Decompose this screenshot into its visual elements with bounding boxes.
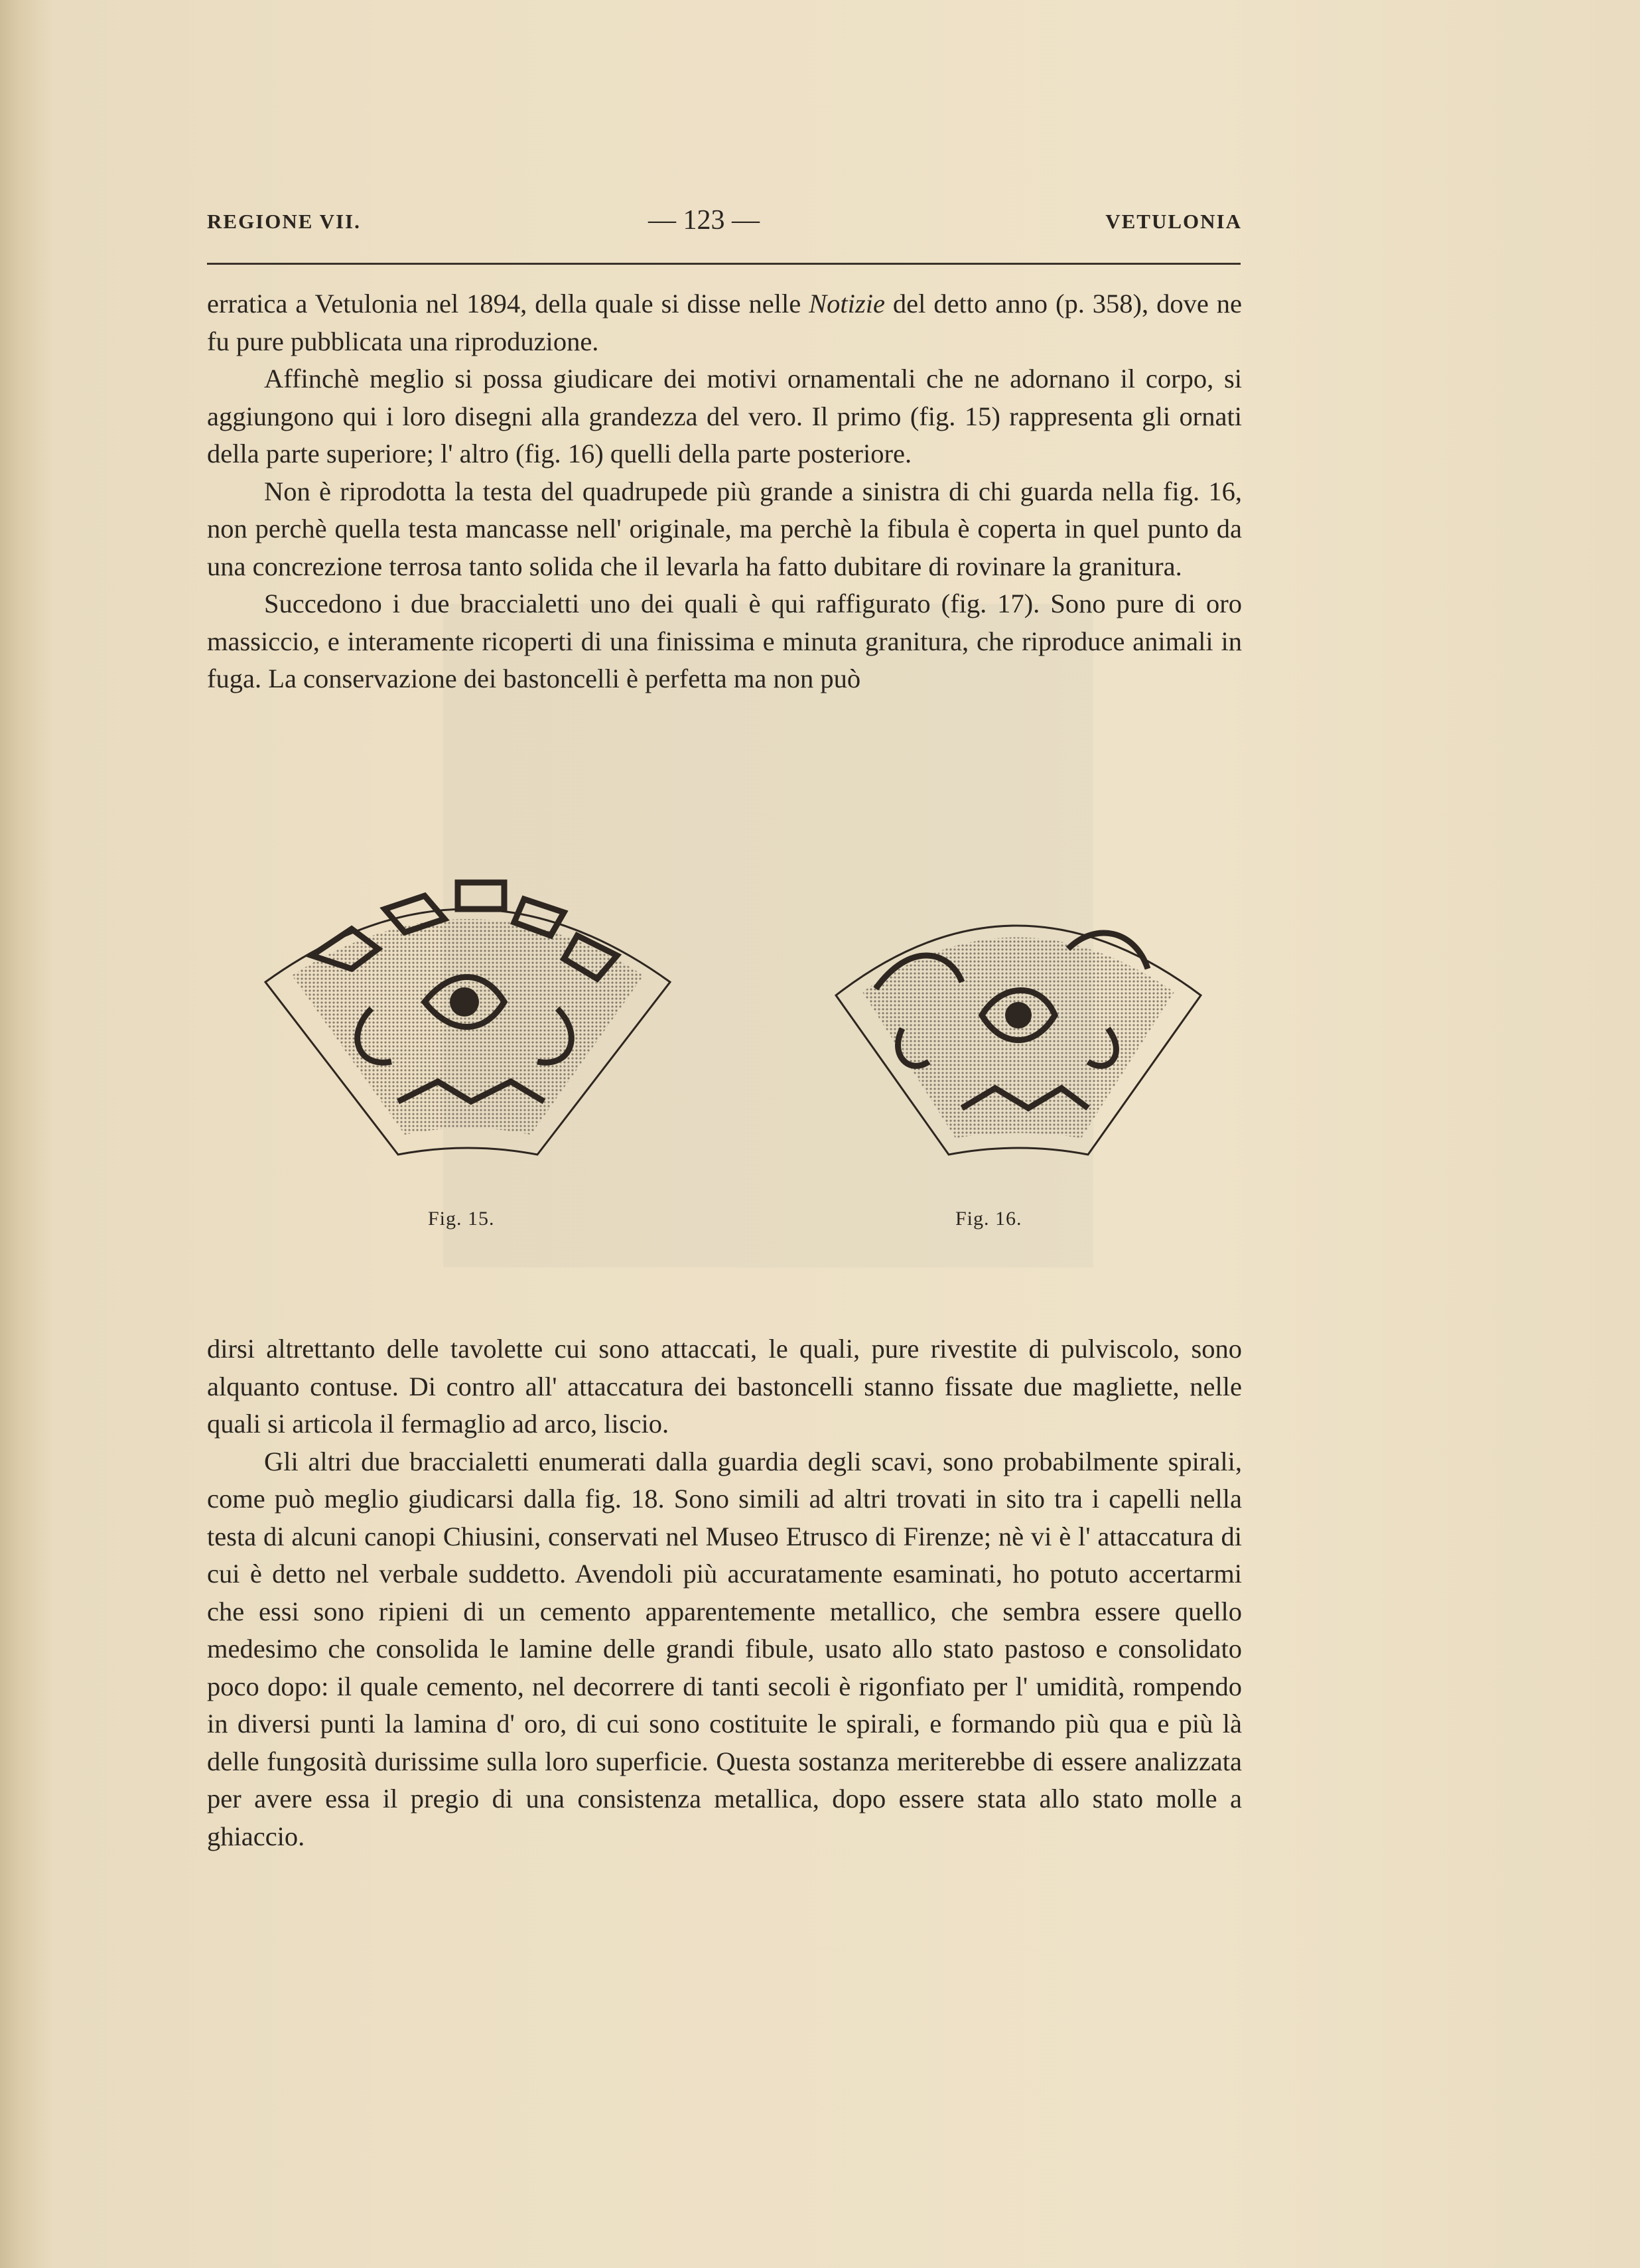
journal-title: Notizie: [809, 289, 885, 319]
paragraph: Affinchè meglio si possa giudicare dei motivi ornamentali che ne adornano il corpo, si aggiungono qui i loro disegni alla grandezza del vero. Il primo (fig. 15) rappresenta gli ornati della parte superiore; l' altro (fig. 16) quelli della parte posteriore.: [207, 364, 1242, 468]
paragraph: Gli altri due braccialetti enumerati dalla guardia degli scavi, sono probabilmente spirali, come può meglio giudicarsi dalla fig. 18. Sono simili ad altri trovati in sito tra i capelli nella testa di alcuni canopi Chiusini, conservati nel Museo Etrusco di Firenze; nè vi è l' attaccatura di cui è detto nel verbale suddetto. Avendoli più accuratamente esaminati, ho potuto accertarmi che essi sono ripieni di un cemento apparentemente metallico, che sembra essere quello medesimo che consolida le lamine delle grandi fibule, usato allo stato pastoso e consolidato poco dopo: il quale cemento, nel decorrere di tanti secoli è rigonfiato per l' umidità, rompendo in diversi punti la lamina d' oro, di cui sono costituite le spirali, e formando più qua e più là delle fungosità durissime sulla loro superficie. Questa sostanza meriterebbe di essere analizzata per avere essa il pregio di una consistenza metallica, dopo essere stata allo stato molle a ghiaccio.: [207, 1446, 1242, 1851]
paragraph: Non è riprodotta la testa del quadrupede più grande a sinistra di chi guarda nella fig. 16, non perchè quella testa mancasse nell' originale, ma perchè la fibula è coperta in quel punto da una concrezione terrosa tanto solida che il levarla ha fatto dubitare di rovinare la granitura.: [207, 476, 1242, 581]
figure-15-caption: Fig. 15.: [428, 1208, 495, 1230]
figure-15-illustration: [252, 849, 683, 1161]
page-number: — 123 —: [648, 205, 760, 236]
header-site: VETULONIA: [1105, 210, 1242, 233]
header-rule: [207, 263, 1241, 265]
figure-area: [239, 849, 1214, 1261]
paragraph: Succedono i due braccialetti uno dei quali è qui raffigurato (fig. 17). Sono pure di oro massiccio, e interamente ricoperti di una finissima e minuta granitura, che riproduce animali in fuga. La conservazione dei bastoncelli è perfetta ma non può: [207, 589, 1242, 693]
text-block-top: [207, 285, 1242, 698]
paragraph: dirsi altrettanto delle tavolette cui sono attaccati, le quali, pure rivestite di pulviscolo, sono alquanto contuse. Di contro all' attaccatura dei bastoncelli stanno fissate due magliette, nelle quali si articola il fermaglio ad arco, liscio.: [207, 1334, 1242, 1439]
header-region: REGIONE VII.: [207, 210, 361, 233]
text-block-bottom: [207, 1330, 1242, 1855]
running-header: [207, 204, 1242, 244]
figure-16-illustration: [829, 876, 1207, 1161]
figure-16-caption: Fig. 16.: [955, 1208, 1022, 1230]
paragraph: erratica a Vetulonia nel 1894, della quale si disse nelle Notizie del detto anno (p. 358), dove ne fu pure pubblicata una riproduzione.: [207, 289, 1243, 356]
